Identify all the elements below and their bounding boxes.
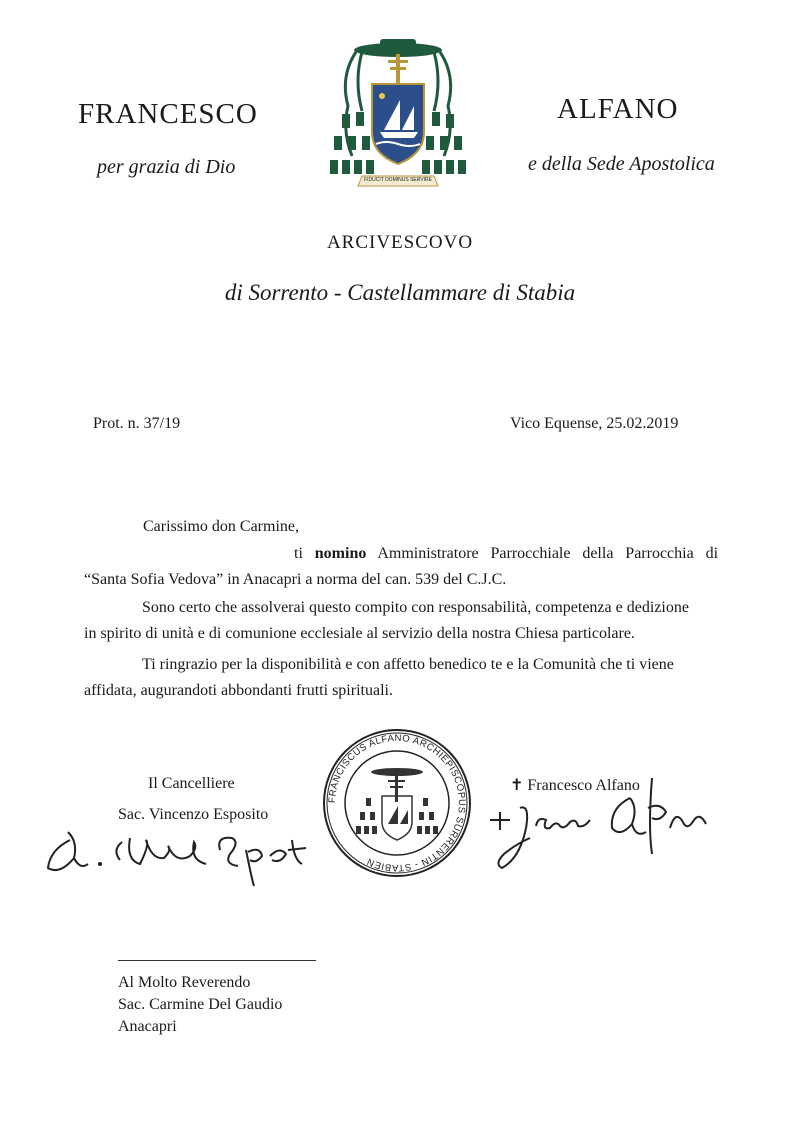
header-sub-right: e della Sede Apostolica [528,153,715,175]
recipient-line-1: Al Molto Reverendo [118,974,251,991]
p3-line2: affidata, augurandoti abbondanti frutti spirituali. [84,682,393,699]
p2-line1: Sono certo che assolverai questo compito con responsabilità, competenza e dedizione [142,599,689,616]
svg-text:FRANCISCUS ALFANO ARCHIEPISCOP [327,733,467,873]
recipient-line-3: Anacapri [118,1018,177,1035]
salutation: Carissimo don Carmine, [143,518,299,535]
official-seal [322,728,472,878]
archbishop-title: ARCIVESCOVO [326,232,474,253]
p1-bold: nomino [314,545,367,562]
archbishop-handwritten-signature [480,768,720,888]
archbishop-name: ✝ Francesco Alfano [510,777,640,794]
seal-text: FRANCISCUS ALFANO ARCHIEPISCOPUS SURRENTIN - STABIEN [326,732,468,874]
paragraph-1 [84,541,718,593]
coat-motto: FIDUCIT DOMINUS SERVIRE [364,177,432,183]
protocol-number: Prot. n. 37/19 [93,415,181,432]
p1-pre: ti [294,545,315,562]
p1-post: Amministratore Parrocchiale della Parrocchia di [366,545,719,562]
header-name-right: ALFANO [557,93,679,125]
recipient-line-2: Sac. Carmine Del Gaudio [118,996,283,1013]
header-name-left: FRANCESCO [78,98,258,130]
chancellor-name: Sac. Vincenzo Esposito [118,806,269,823]
recipient-divider [118,960,316,961]
coat-of-arms [322,36,474,198]
recipient-address [118,972,282,1038]
p2-line2: in spirito di unità e di comunione ecclesiale al servizio della nostra Chiesa particolare. [84,625,635,642]
chancellor-handwritten-signature [40,820,320,890]
paragraph-2 [84,595,718,647]
place-date: Vico Equense, 25.02.2019 [510,415,679,432]
chancellor-role: Il Cancelliere [148,775,235,792]
header-sub-left: per grazia di Dio [97,156,236,178]
archdiocese-see: di Sorrento - Castellammare di Stabia [224,280,576,305]
paragraph-3 [84,652,718,704]
p3-line1: Ti ringrazio per la disponibilità e con affetto benedico te e la Comunità che ti viene [142,656,674,673]
p1-line2: “Santa Sofia Vedova” in Anacapri a norma del can. 539 del C.J.C. [84,571,507,588]
